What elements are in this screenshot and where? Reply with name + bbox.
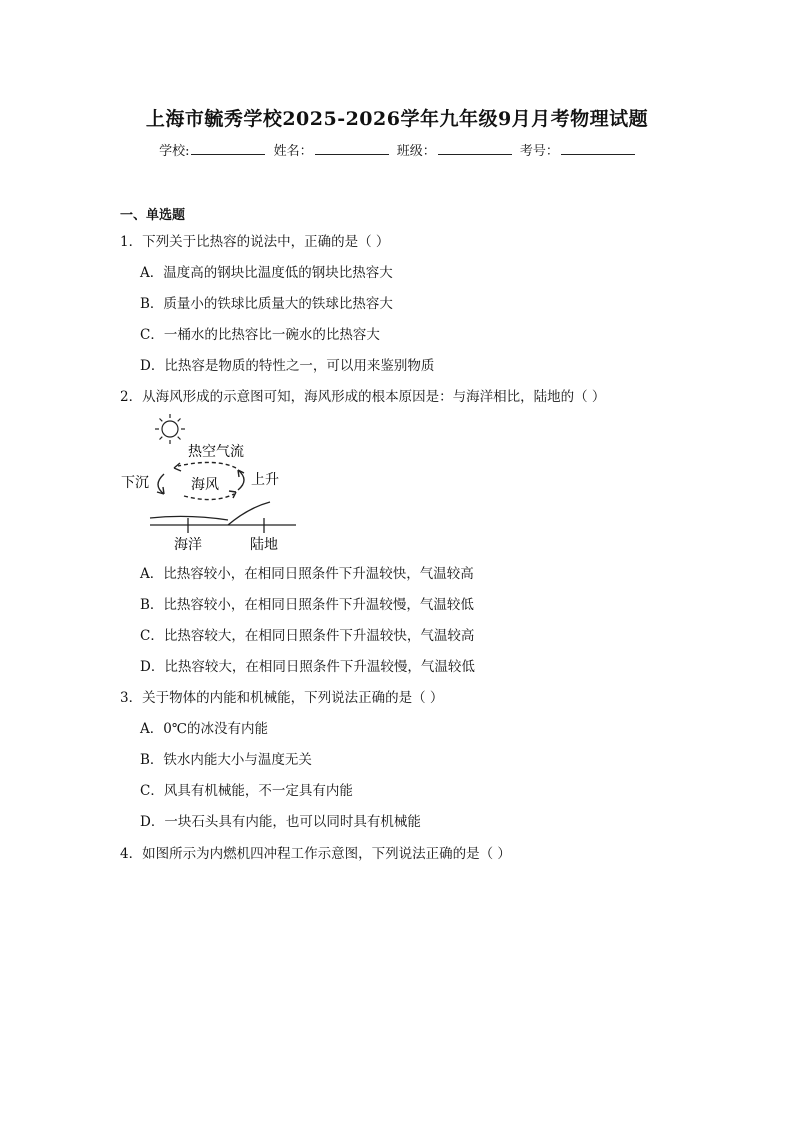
question-1-option-a: A．温度高的钢块比温度低的钢块比热容大 <box>140 265 393 281</box>
question-3-option-c: C．风具有机械能，不一定具有内能 <box>140 783 353 799</box>
sea-label: 海洋 <box>174 537 202 553</box>
question-1-option-c: C．一桶水的比热容比一碗水的比热容大 <box>140 327 380 343</box>
question-2-stem: 2．从海风形成的示意图可知，海风形成的根本原因是：与海洋相比，陆地的（ ） <box>120 389 606 405</box>
name-label: 姓名： <box>273 144 313 159</box>
section-title: 一、单选题 <box>120 208 186 223</box>
question-3-option-d: D．一块石头具有内能，也可以同时具有机械能 <box>140 814 421 830</box>
question-2-option-d: D．比热容较大，在相同日照条件下升温较慢，气温较低 <box>140 659 475 675</box>
school-blank[interactable] <box>191 142 265 155</box>
class-blank[interactable] <box>438 142 512 155</box>
name-blank[interactable] <box>315 142 389 155</box>
sea-breeze-label: 海风 <box>191 477 219 493</box>
sea-breeze-diagram <box>118 410 308 556</box>
question-3-stem: 3．关于物体的内能和机械能，下列说法正确的是（ ） <box>120 690 444 706</box>
ground-line <box>150 502 296 533</box>
school-label: 学校: <box>159 144 190 159</box>
land-label: 陆地 <box>250 537 278 553</box>
question-1-stem: 1．下列关于比热容的说法中，正确的是（ ） <box>120 234 390 250</box>
question-1-option-b: B．质量小的铁球比质量大的铁球比热容大 <box>140 296 393 312</box>
question-2-option-b: B．比热容较小，在相同日照条件下升温较慢，气温较低 <box>140 597 474 613</box>
question-2-option-c: C．比热容较大，在相同日照条件下升温较快，气温较高 <box>140 628 475 644</box>
question-4-stem: 4．如图所示为内燃机四冲程工作示意图，下列说法正确的是（ ） <box>120 846 511 862</box>
exam-title: 上海市毓秀学校2025-2026学年九年级9月月考物理试题 <box>145 108 649 130</box>
sun-icon <box>155 414 185 444</box>
question-2-option-a: A．比热容较小，在相同日照条件下升温较快，气温较高 <box>140 566 474 582</box>
rise-label: 上升 <box>251 472 279 488</box>
exam-no-blank[interactable] <box>561 142 635 155</box>
student-info-line <box>0 140 794 159</box>
question-3-option-b: B．铁水内能大小与温度无关 <box>140 752 312 768</box>
exam-no-label: 考号： <box>519 144 559 159</box>
question-1-option-d: D．比热容是物质的特性之一，可以用来鉴别物质 <box>140 358 435 374</box>
hot-air-label: 热空气流 <box>188 444 244 460</box>
class-label: 班级： <box>396 144 436 159</box>
question-3-option-a: A．0℃的冰没有内能 <box>140 721 268 737</box>
sink-label: 下沉 <box>121 475 149 491</box>
